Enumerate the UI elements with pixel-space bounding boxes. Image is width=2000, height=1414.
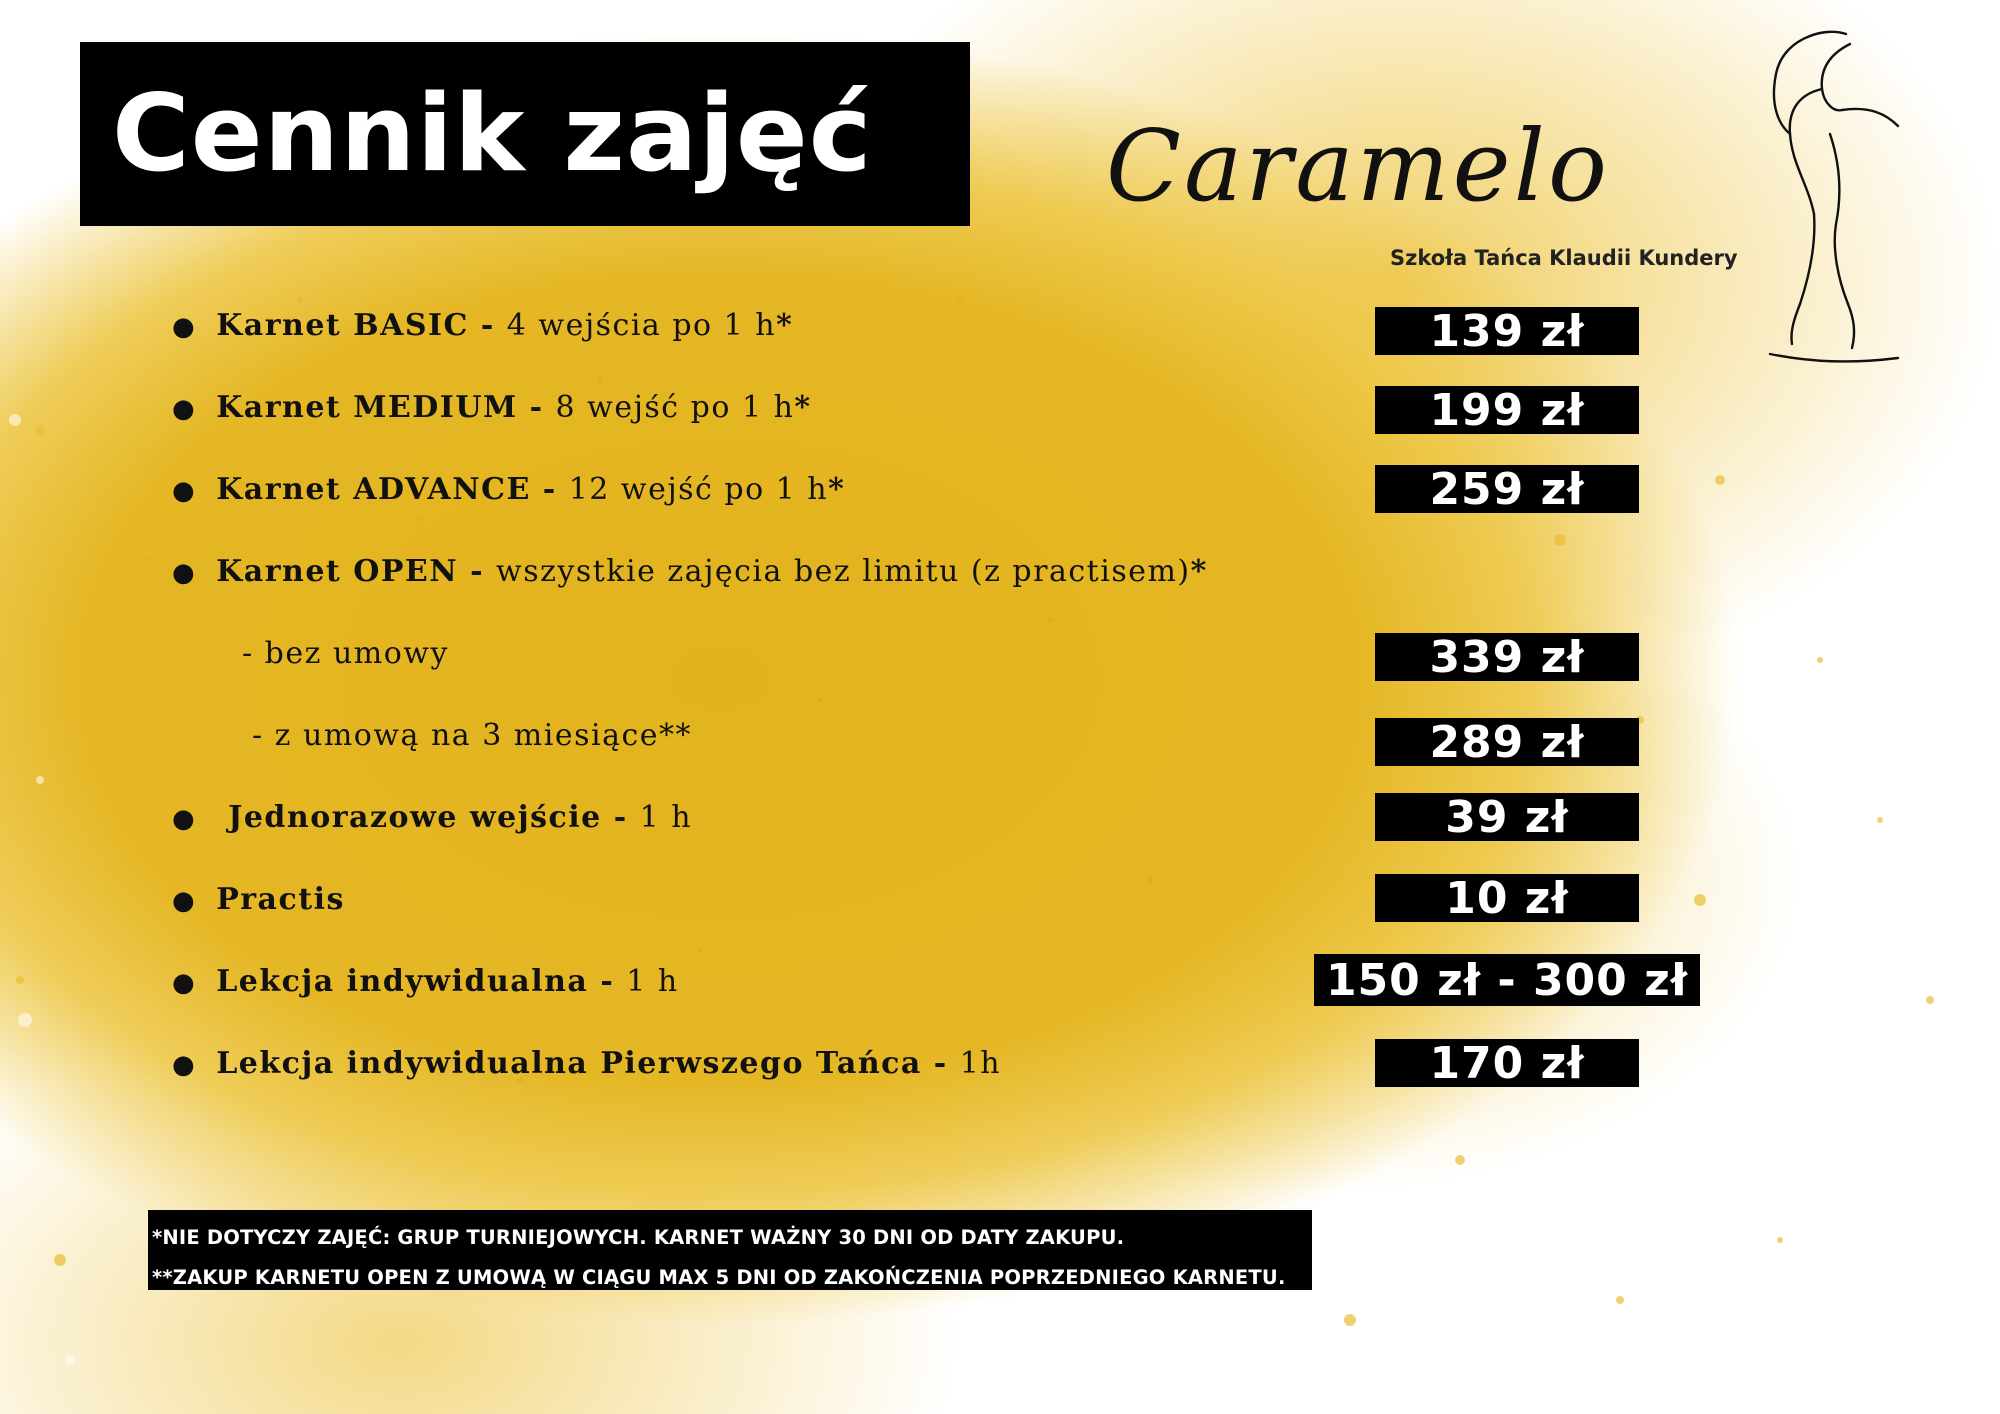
bullet-icon: ● xyxy=(172,968,197,998)
item-name: Karnet BASIC - xyxy=(216,308,507,343)
price-tag-open-contract: 289 zł xyxy=(1375,718,1639,766)
item-detail: 4 wejścia po 1 h xyxy=(506,308,777,343)
item-name: Practis xyxy=(216,882,345,917)
item-suffix: * xyxy=(828,472,846,507)
item-name: Lekcja indywidualna Pierwszego Tańca - xyxy=(216,1046,960,1081)
price-tag-single-entry: 39 zł xyxy=(1375,793,1639,841)
price-item-practis xyxy=(172,882,345,917)
bullet-icon: ● xyxy=(172,804,197,834)
bullet-icon: ● xyxy=(172,394,197,424)
price-item-open xyxy=(172,554,1208,589)
price-tag-advance: 259 zł xyxy=(1375,465,1639,513)
item-detail: 1h xyxy=(959,1046,1002,1081)
page-title: Cennik zajęć xyxy=(112,72,873,195)
item-name: Jednorazowe wejście - xyxy=(216,800,640,835)
price-item-advance xyxy=(172,472,845,507)
open-option-contract: - z umową na 3 miesiące** xyxy=(252,718,693,753)
price-item-basic xyxy=(172,308,793,343)
item-detail: wszystkie zajęcia bez limitu (z practisem) xyxy=(496,554,1191,589)
item-suffix: * xyxy=(776,308,794,343)
price-item-single-entry xyxy=(172,800,692,835)
price-item-first-dance xyxy=(172,1046,1001,1081)
item-name: Lekcja indywidualna - xyxy=(216,964,627,999)
logo-subtitle: Szkoła Tańca Klaudii Kundery xyxy=(1390,246,1738,270)
price-tag-open-no-contract: 339 zł xyxy=(1375,633,1639,681)
bullet-icon: ● xyxy=(172,886,197,916)
bullet-icon: ● xyxy=(172,1050,197,1080)
price-tag-medium: 199 zł xyxy=(1375,386,1639,434)
footnotes-box xyxy=(148,1210,1312,1290)
bullet-icon: ● xyxy=(172,312,197,342)
price-item-medium xyxy=(172,390,812,425)
item-detail: 1 h xyxy=(626,964,679,999)
item-name: Karnet ADVANCE - xyxy=(216,472,569,507)
dancer-silhouette-icon xyxy=(1730,14,1900,374)
footnote-2: **ZAKUP KARNETU OPEN Z UMOWĄ W CIĄGU MAX 5 DNI OD ZAKOŃCZENIA POPRZEDNIEGO KARNETU. xyxy=(152,1266,1286,1289)
price-item-individual xyxy=(172,964,679,999)
item-detail: 1 h xyxy=(639,800,693,835)
item-name: Karnet OPEN - xyxy=(216,554,497,589)
item-name: Karnet MEDIUM - xyxy=(216,390,556,425)
bullet-icon: ● xyxy=(172,558,197,588)
price-tag-individual: 150 zł - 300 zł xyxy=(1314,954,1700,1006)
item-suffix: * xyxy=(794,390,812,425)
item-detail: 8 wejść po 1 h xyxy=(555,390,795,425)
price-tag-practis: 10 zł xyxy=(1375,874,1639,922)
footnote-1: *NIE DOTYCZY ZAJĘĆ: GRUP TURNIEJOWYCH. KARNET WAŻNY 30 DNI OD DATY ZAKUPU. xyxy=(152,1226,1125,1249)
title-banner xyxy=(80,42,970,226)
bullet-icon: ● xyxy=(172,476,197,506)
logo-name: Caramelo xyxy=(1106,110,1610,224)
item-detail: 12 wejść po 1 h xyxy=(568,472,829,507)
price-tag-basic: 139 zł xyxy=(1375,307,1639,355)
open-option-no-contract: - bez umowy xyxy=(242,636,449,671)
item-suffix: * xyxy=(1190,554,1208,589)
price-tag-first-dance: 170 zł xyxy=(1375,1039,1639,1087)
